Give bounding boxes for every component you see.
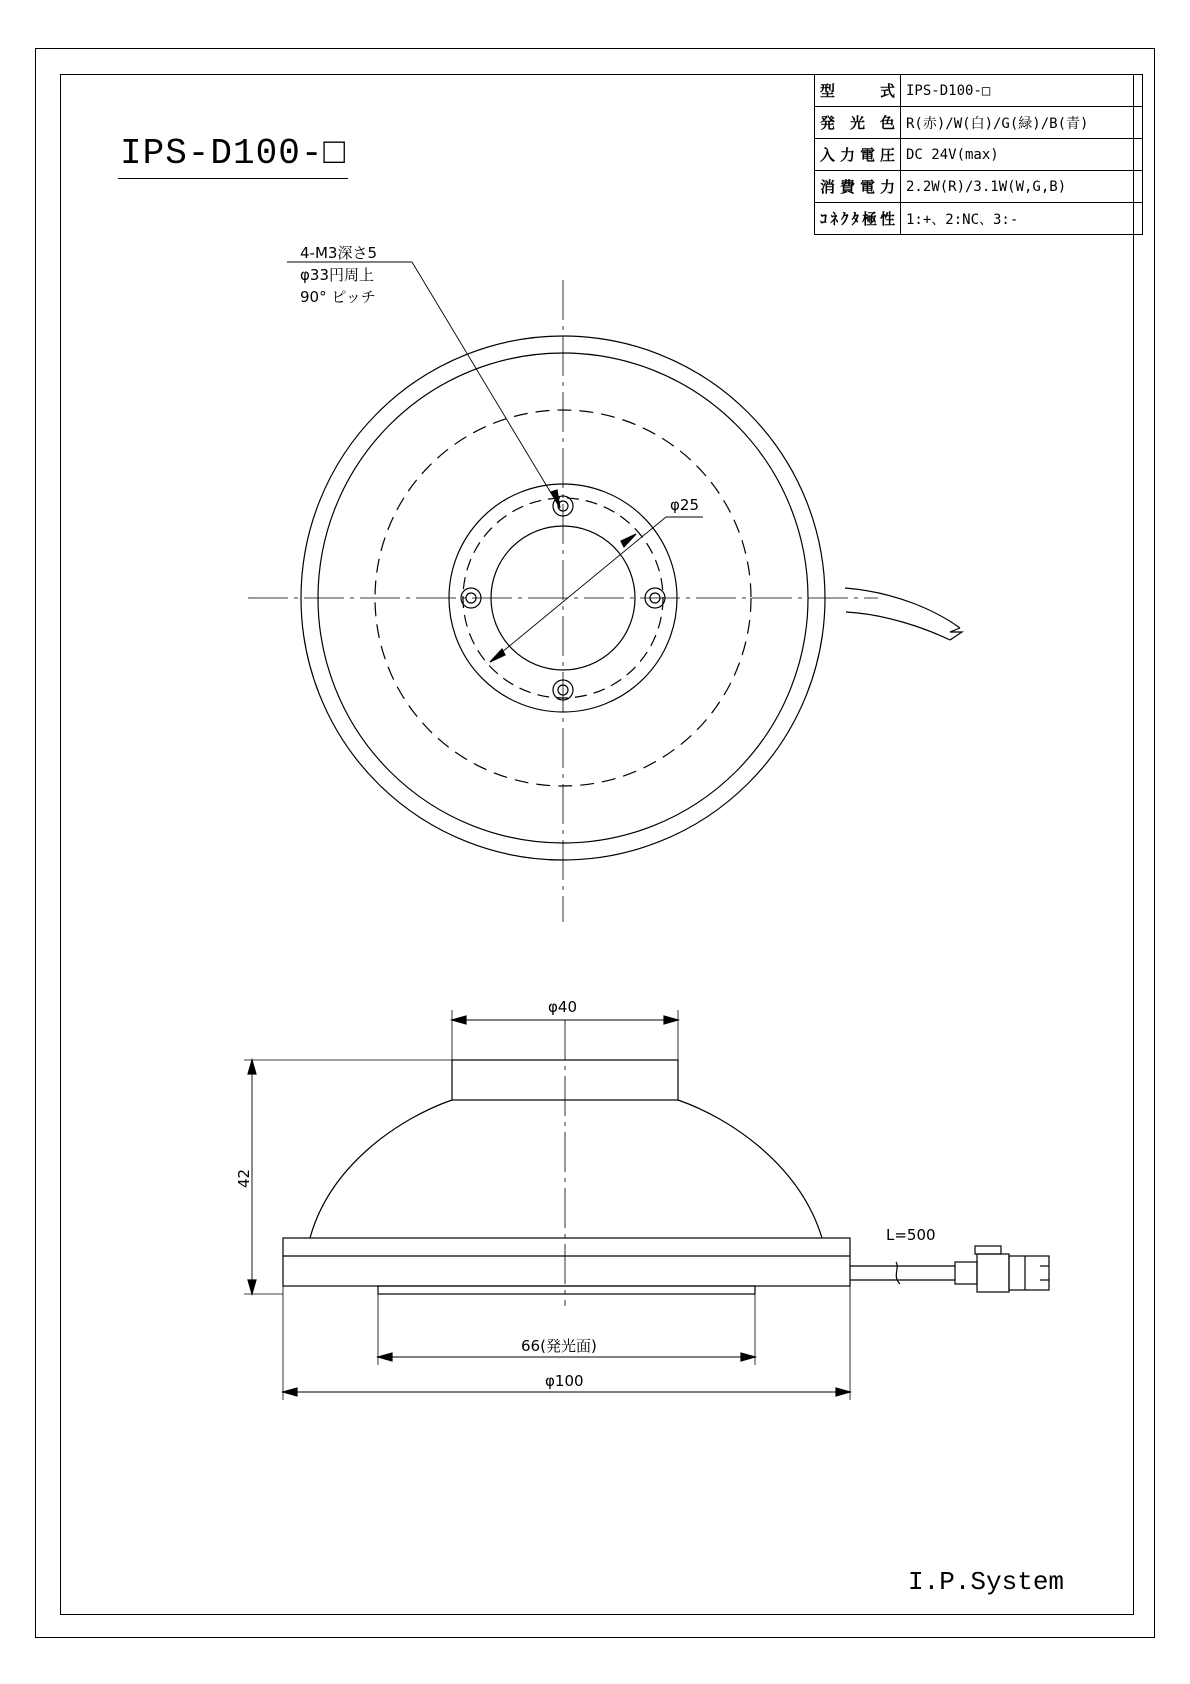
drawing-title: IPS-D100-□ [118,134,348,179]
dome-profile [678,1100,822,1238]
connector [955,1246,1049,1292]
connector-body [955,1262,977,1284]
hole-note-line: 90° ピッチ [300,288,376,306]
dome-profile [310,1100,452,1238]
spec-key: 入力電圧 [815,139,901,171]
cable-break [896,1262,900,1284]
arrowhead [283,1388,297,1396]
spec-value: 2.2W(R)/3.1W(W,G,B) [901,171,1143,203]
spec-key: 型 式 [815,75,901,107]
dim-emit66: 66(発光面) [521,1337,597,1355]
hole-note [300,242,377,308]
spec-value: DC 24V(max) [901,139,1143,171]
dim-cable: L=500 [886,1226,936,1244]
arrowhead [248,1280,256,1294]
connector-latch [975,1246,1001,1254]
spec-value: IPS-D100-□ [901,75,1143,107]
hole-note-line: φ33円周上 [300,266,374,284]
arrowhead [836,1388,850,1396]
hole-note-line: 4-M3深さ5 [300,244,377,262]
spec-value: R(赤)/W(白)/G(緑)/B(青) [901,107,1143,139]
company-name: I.P.System [908,1567,1065,1597]
arrowhead [452,1016,466,1024]
spec-value: 1:+、2:NC、3:- [901,203,1143,235]
arrowhead [664,1016,678,1024]
cable [846,612,950,640]
spec-key: ｺﾈｸﾀ極性 [815,203,901,235]
side-view [244,1010,1049,1400]
dim-h42: 42 [235,1168,253,1188]
dim-phi25: φ25 [670,496,699,514]
arrowhead [248,1060,256,1074]
spec-key: 消費電力 [815,171,901,203]
dim-phi40: φ40 [548,998,577,1016]
arrowhead [378,1353,392,1361]
connector-head [1009,1256,1049,1290]
dim-phi100: φ100 [545,1372,584,1390]
base-body [283,1238,850,1286]
spec-key: 発光色 [815,107,901,139]
top-view [248,262,962,922]
emitting-window [378,1286,755,1294]
cable-break [950,628,962,640]
arrowhead [741,1353,755,1361]
connector-housing [977,1254,1009,1292]
